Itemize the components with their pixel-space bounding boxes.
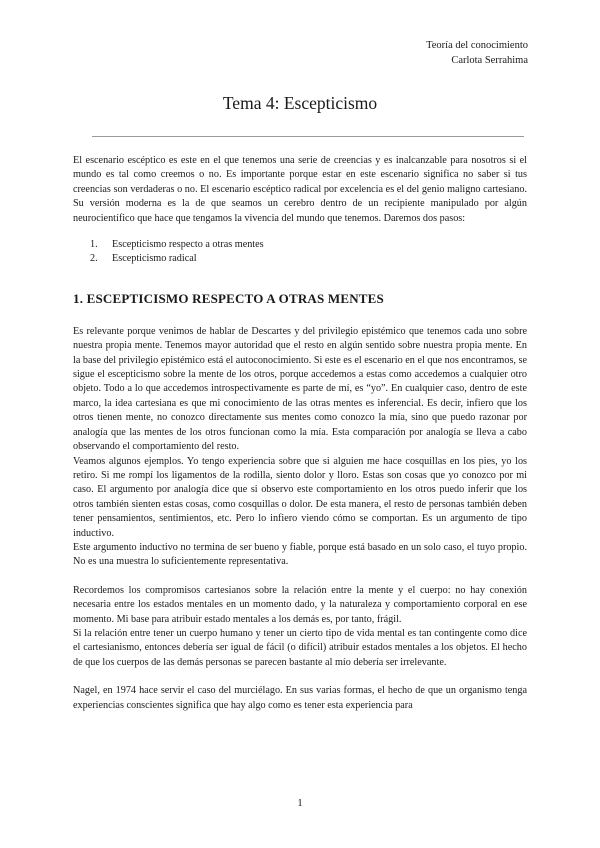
list-item-text: Escepticismo radical [112, 253, 197, 265]
header-author: Carlota Serrahima [451, 55, 528, 66]
list-item-text: Escepticismo respecto a otras mentes [112, 239, 264, 251]
document-body [73, 154, 527, 713]
intro-paragraph: El escenario escéptico es este en el que tenemos una serie de creencias y es inalcanzable para nosotros si el mundo es tal como creemos o no. Es importante porque estar en este escenario significa no saber si tus creencias son verdaderas o no. El escenario escéptico radical por excelencia es el del genio maligno cartesiano. Su versión moderna es la de que seamos un cerebro dentro de un recipiente manipulado por algún neurocientífico que hace que tengamos la vivencia del mundo que tenemos. Daremos dos pasos: [73, 155, 527, 224]
section-heading: 1. ESCEPTICISMO RESPECTO A OTRAS MENTES [73, 290, 384, 306]
document-title: Tema 4: Escepticismo [222, 93, 378, 113]
body-paragraph: Veamos algunos ejemplos. Yo tengo experiencia sobre que si alguien me hace cosquillas en los pies, yo los retiro. Si me rompí los ligamentos de la rodilla, siento dolor y lloro. Estas son cosas que yo conozco por mi caso. El argumento por analogía dice que si observo este comportamiento en los otros puedo inferir que los otros también sienten estas cosas, como cosquillas o dolor. De esta manera, el resto de personas también deben tener pensamientos, sentimientos, etc. Pero lo infiero viendo cómo se comportan. Es un argumento de tipo inductivo. [73, 455, 527, 539]
paragraph-gap [73, 570, 527, 584]
title-divider [92, 136, 524, 137]
body-paragraph: Es relevante porque venimos de hablar de Descartes y del privilegio epistémico que tenemos cada uno sobre nuestra propia mente. Tenemos mayor autoridad que el resto en algún sentido sobre nuestra propia mente. En la base del privilegio epistémico está el autoconocimiento. Si este es el escenario en el que nos encontramos, se sigue el escepticismo sobre la mente de los otros, porque accedemos a estas como accedemos a cualquier otro objeto. Todo a lo que accedemos introspectivamente es parte de mí, es “yo”. En cualquier caso, dentro de este marco, la idea cartesiana es que mi conocimiento de las otras mentes es inferencial. Es decir, infiero que los otros tienen mente, no conozco directamente sus mentes como conozco la mía, sino que puedo razonar por analogía que las mentes de los otros funcionan como la mía. Esta comparación por analogía se lleva a cabo observando el comportamiento del resto. [73, 325, 527, 453]
page-header [426, 38, 528, 68]
page-number: 1 [297, 797, 303, 809]
body-paragraph: Si la relación entre tener un cuerpo humano y tener un cierto tipo de vida mental es tan contingente como dice el cartesianismo, entonces debería ser igual de fácil (o difícil) atribuir estados mentales a los objetos. El hecho de que los cuerpos de las demás personas se parecen bastante al mío debería ser irrelevante. [73, 627, 527, 668]
body-paragraph: Este argumento inductivo no termina de ser bueno y fiable, porque está basado en un solo caso, el tuyo propio. No es una muestra lo suficientemente representativa. [73, 541, 527, 568]
body-paragraph: Nagel, en 1974 hace servir el caso del murciélago. En sus varias formas, el hecho de que un organismo tenga experiencias conscientes significa que hay algo como es tener esta experiencia para [73, 685, 527, 711]
list-item [73, 252, 527, 266]
list-item-number: 1. [90, 239, 98, 251]
list-item-number: 2. [90, 253, 98, 265]
body-paragraph: Recordemos los compromisos cartesianos sobre la relación entre la mente y el cuerpo: no hay conexión necesaria entre los estados mentales en un momento dado, y la naturaleza y comportamiento corporal en ese momento. Mi base para atribuir estado mentales a los demás es, por tanto, frágil. [73, 584, 527, 625]
steps-list [73, 238, 527, 267]
header-course: Teoría del conocimiento [426, 40, 528, 51]
paragraph-gap [73, 670, 527, 684]
list-item [73, 238, 527, 252]
